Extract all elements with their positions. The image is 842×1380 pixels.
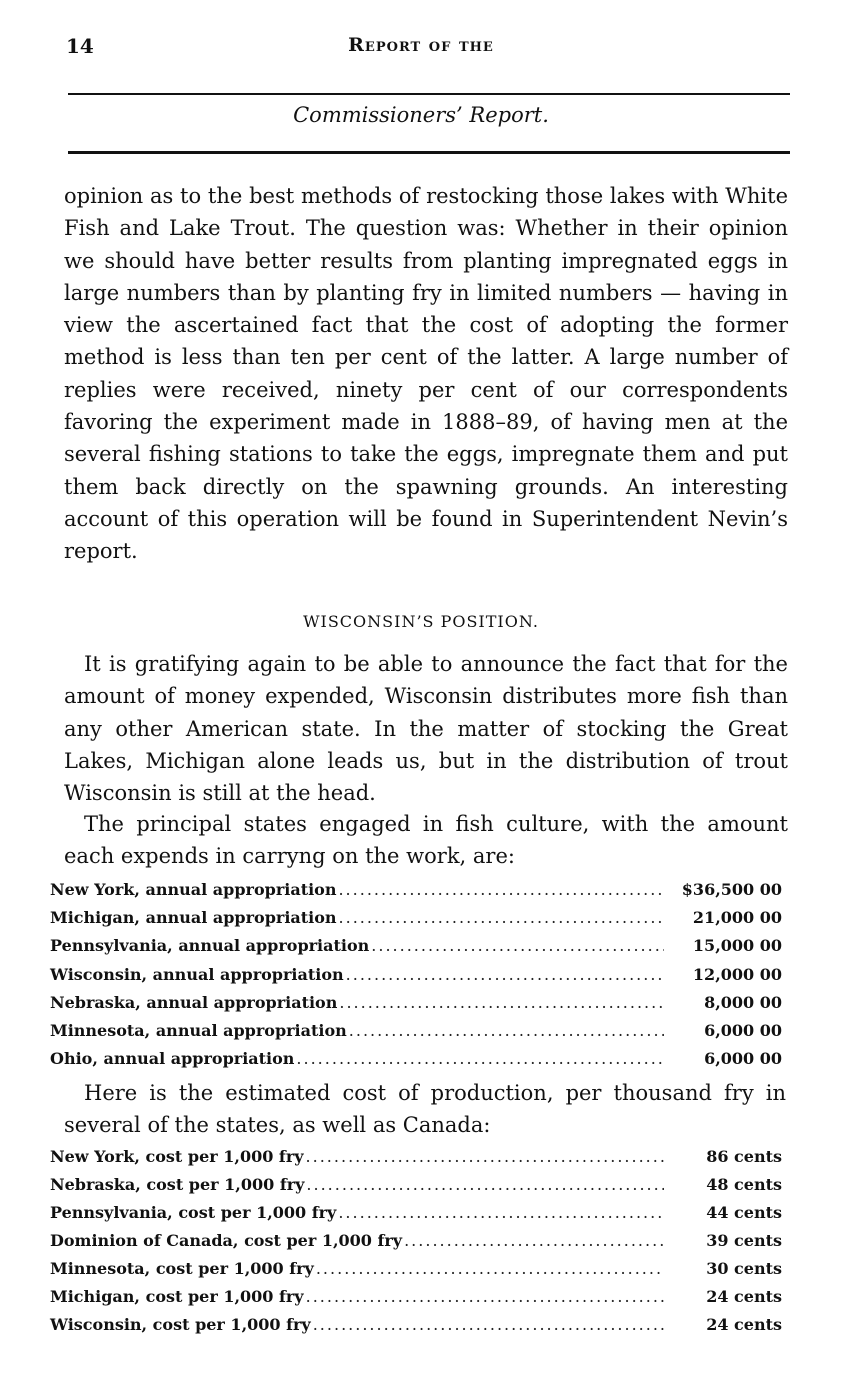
ledger-label: Nebraska, cost per 1,000 fry: [50, 1175, 305, 1194]
ledger-label: Nebraska, annual appropriation: [50, 992, 338, 1012]
ledger-amount: 24 cents: [706, 1287, 782, 1306]
ledger-row: [50, 1259, 782, 1287]
ledger-row: [50, 880, 782, 908]
ledger-row: [50, 1287, 782, 1315]
leader-dots: [337, 908, 664, 927]
ledger-amount: 12,000 00: [692, 964, 782, 984]
ledger-amount: 48 cents: [706, 1175, 782, 1194]
body-paragraph-4: Here is the estimated cost of production, per thousand fry in several of the states, as well as Canada:: [64, 1081, 786, 1138]
leader-dots: [344, 965, 664, 984]
section-heading: WISCONSIN’S POSITION.: [303, 612, 539, 631]
leader-dots: [347, 1021, 664, 1040]
leader-dots: [336, 1203, 664, 1222]
ledger-label: Minnesota, cost per 1,000 fry: [50, 1259, 314, 1278]
ledger-label: Minnesota, annual appropriation: [50, 1020, 347, 1040]
cost-per-thousand-list: [50, 1147, 782, 1343]
page-number: 14: [66, 34, 94, 58]
ledger-label: New York, cost per 1,000 fry: [50, 1147, 304, 1166]
ledger-amount: 24 cents: [706, 1315, 782, 1334]
ledger-amount: $36,500 00: [681, 880, 782, 899]
ledger-row: [50, 1203, 782, 1231]
ledger-amount: 30 cents: [706, 1259, 782, 1278]
leader-dots: [369, 936, 664, 955]
leader-dots: [336, 880, 664, 899]
ledger-label: Michigan, cost per 1,000 fry: [50, 1287, 304, 1306]
ledger-label: Dominion of Canada, cost per 1,000 fry: [50, 1231, 403, 1250]
body-paragraph-2: It is gratifying again to be able to announce the fact that for the amount of money expended, Wisconsin distributes more fish than any other American state. In the matter of stocking the Great Lakes, Michigan alone leads us, but in the distribution of trout Wisconsin is still at the head.: [64, 652, 788, 806]
ledger-label: Pennsylvania, cost per 1,000 fry: [50, 1203, 337, 1222]
ledger-amount: 21,000 00: [692, 908, 782, 928]
ledger-label: Wisconsin, annual appropriation: [50, 964, 344, 984]
ledger-row: [50, 908, 782, 936]
ledger-amount: 15,000 00: [692, 936, 782, 956]
ledger-row: [50, 1231, 782, 1259]
ledger-amount: 39 cents: [706, 1231, 782, 1250]
ledger-row: [50, 1147, 782, 1175]
leader-dots: [314, 1259, 664, 1278]
body-paragraph-1: opinion as to the best methods of restocking those lakes with White Fish and Lake Trout. The question was: Whether in their opinion we should have better results from planting impregnated eggs in large numbers than by planting fry in limited numbers — having in view the ascertained fact that the cost of adopting the former method is less than ten per cent of the latter. A large number of replies were received, ninety per cent of our correspondents favoring the experiment made in 1888–89, of having men at the several fishing stations to take the eggs, impregnate them and put them back directly on the spawning grounds. An interesting account of this operation will be found in Superintendent Nevin’s report.: [64, 184, 788, 564]
ledger-row: [50, 965, 782, 993]
ledger-label: Michigan, annual appropriation: [50, 908, 337, 928]
ledger-row: [50, 1175, 782, 1203]
leader-dots: [402, 1231, 664, 1250]
leader-dots: [304, 1147, 664, 1166]
running-title: Report of the: [348, 34, 494, 56]
ledger-amount: 6,000 00: [704, 1049, 782, 1069]
ledger-amount: 8,000 00: [704, 992, 782, 1012]
leader-dots: [294, 1049, 664, 1068]
header-rule-top: [68, 93, 790, 95]
ledger-row: [50, 1021, 782, 1049]
leader-dots: [337, 993, 664, 1012]
body-paragraph-3: The principal states engaged in fish culture, with the amount each expends in carryng on the work, are:: [64, 812, 788, 869]
ledger-amount: 86 cents: [706, 1147, 782, 1166]
ledger-label: Ohio, annual appropriation: [50, 1049, 295, 1069]
ledger-label: Pennsylvania, annual appropriation: [50, 936, 370, 956]
ledger-label: Wisconsin, cost per 1,000 fry: [50, 1315, 311, 1334]
ledger-row: [50, 1049, 782, 1077]
ledger-row: [50, 936, 782, 964]
ledger-amount: 44 cents: [706, 1203, 782, 1222]
leader-dots: [304, 1175, 664, 1194]
ledger-amount: 6,000 00: [704, 1020, 782, 1040]
appropriations-list: [50, 880, 782, 1077]
leader-dots: [304, 1287, 664, 1306]
leader-dots: [311, 1315, 664, 1334]
ledger-label: New York, annual appropriation: [50, 880, 337, 899]
report-subheading: Commissioners’ Report.: [293, 103, 549, 127]
ledger-row: [50, 993, 782, 1021]
header-rule-bottom: [68, 151, 790, 154]
ledger-row: [50, 1315, 782, 1343]
